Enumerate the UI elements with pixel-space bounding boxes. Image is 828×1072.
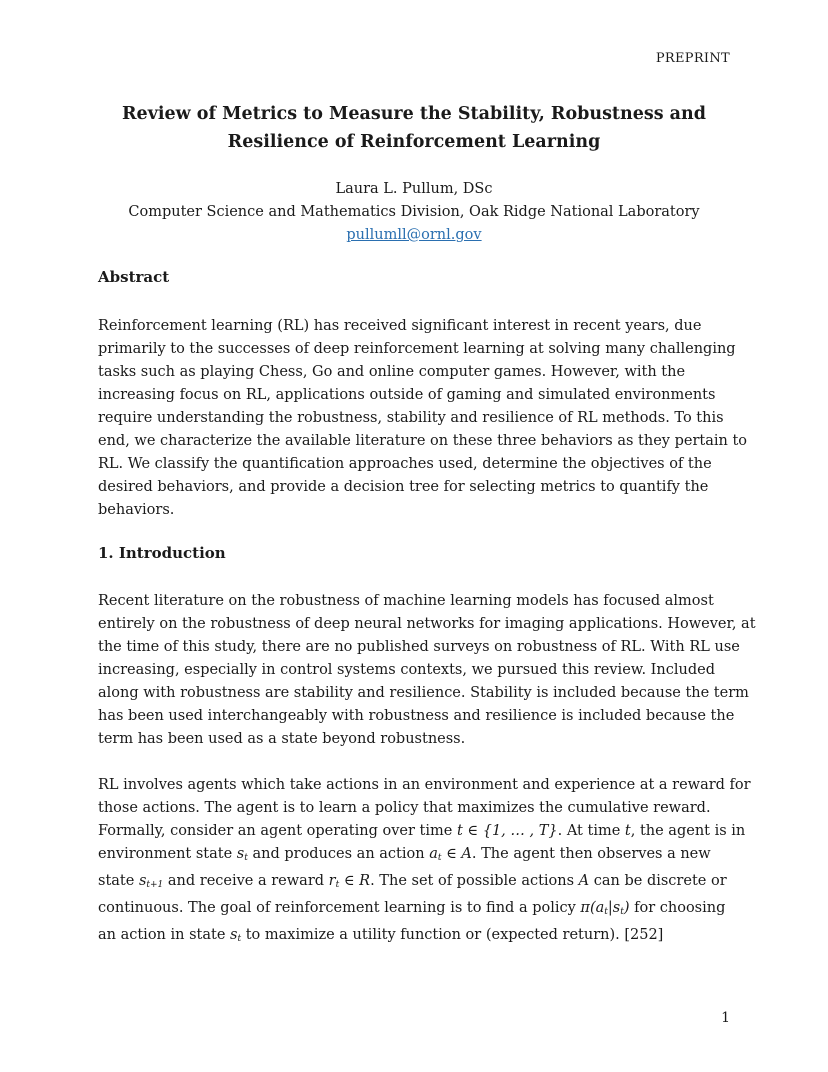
intro-line: continuous. The goal of reinforcement learning is to find a policy $\pi(a_t|s_t)$ for choosing — [98, 900, 726, 917]
abstract-line: increasing focus on RL, applications outside of gaming and simulated environments — [98, 387, 716, 403]
abstract-line: Reinforcement learning (RL) has received significant interest in recent years, due — [98, 318, 702, 334]
abstract-paragraph — [98, 315, 748, 522]
action-formula: $a_t$ ∈ A — [429, 846, 472, 863]
intro-line: term has been used as a state beyond robustness. — [98, 731, 466, 747]
intro-line: increasing, especially in control systems contexts, we pursued this review. Included — [98, 662, 715, 678]
abstract-line: behaviors. — [98, 502, 175, 518]
intro-line: environment state $s_t$ and produces an action $a_t$ ∈ A. The agent then observes a new — [98, 846, 711, 863]
intro-line: the time of this study, there are no published surveys on robustness of RL. With RL use — [98, 639, 740, 655]
intro-line: RL involves agents which take actions in an environment and experience at a reward for — [98, 777, 751, 793]
title-line-1: Review of Metrics to Measure the Stability, Robustness and — [122, 104, 706, 124]
intro-line: state $s_{t+1}$ and receive a reward $r_t$ ∈ R. The set of possible actions A can be discrete or — [98, 873, 727, 890]
author-block — [0, 178, 828, 247]
intro-paragraph-1 — [98, 590, 756, 751]
intro-line: those actions. The agent is to learn a policy that maximizes the cumulative reward. — [98, 800, 711, 816]
intro-paragraph-2 — [98, 774, 751, 951]
intro-line: Formally, consider an agent operating over time t ∈ {1, … , T}. At time t, the agent is in — [98, 823, 746, 839]
reward-formula: $r_t$ ∈ R — [328, 873, 371, 890]
paper-title — [0, 100, 828, 156]
intro-line: entirely on the robustness of deep neural networks for imaging applications. However, at — [98, 616, 756, 632]
preprint-label: PREPRINT — [655, 51, 730, 66]
abstract-line: tasks such as playing Chess, Go and online computer games. However, with the — [98, 364, 686, 380]
intro-line: has been used interchangeably with robustness and resilience is included because the — [98, 708, 735, 724]
introduction-heading: 1. Introduction — [98, 544, 226, 562]
abstract-line: require understanding the robustness, stability and resilience of RL methods. To this — [98, 410, 724, 426]
intro-line: along with robustness are stability and resilience. Stability is included because the term — [98, 685, 749, 701]
abstract-line: end, we characterize the available literature on these three behaviors as they pertain to — [98, 433, 748, 449]
page-number: 1 — [721, 1010, 730, 1026]
abstract-line: RL. We classify the quantification approaches used, determine the objectives of the — [98, 456, 712, 472]
time-range-formula: t ∈ {1, … , T} — [456, 823, 558, 839]
intro-line: Recent literature on the robustness of machine learning models has focused almost — [98, 593, 714, 609]
abstract-line: desired behaviors, and provide a decision tree for selecting metrics to quantify the — [98, 479, 709, 495]
policy-formula: $\pi(a_t|s_t)$ — [580, 900, 630, 917]
abstract-line: primarily to the successes of deep reinforcement learning at solving many challenging — [98, 341, 736, 357]
author-name: Laura L. Pullum, DSc — [335, 181, 493, 197]
abstract-heading: Abstract — [98, 268, 170, 286]
author-affiliation: Computer Science and Mathematics Division, Oak Ridge National Laboratory — [128, 204, 700, 220]
intro-line: an action in state $s_t$ to maximize a utility function or (expected return). [252] — [98, 927, 664, 944]
author-email-link[interactable]: pullumll@ornl.gov — [346, 227, 482, 243]
title-line-2: Resilience of Reinforcement Learning — [227, 132, 601, 152]
